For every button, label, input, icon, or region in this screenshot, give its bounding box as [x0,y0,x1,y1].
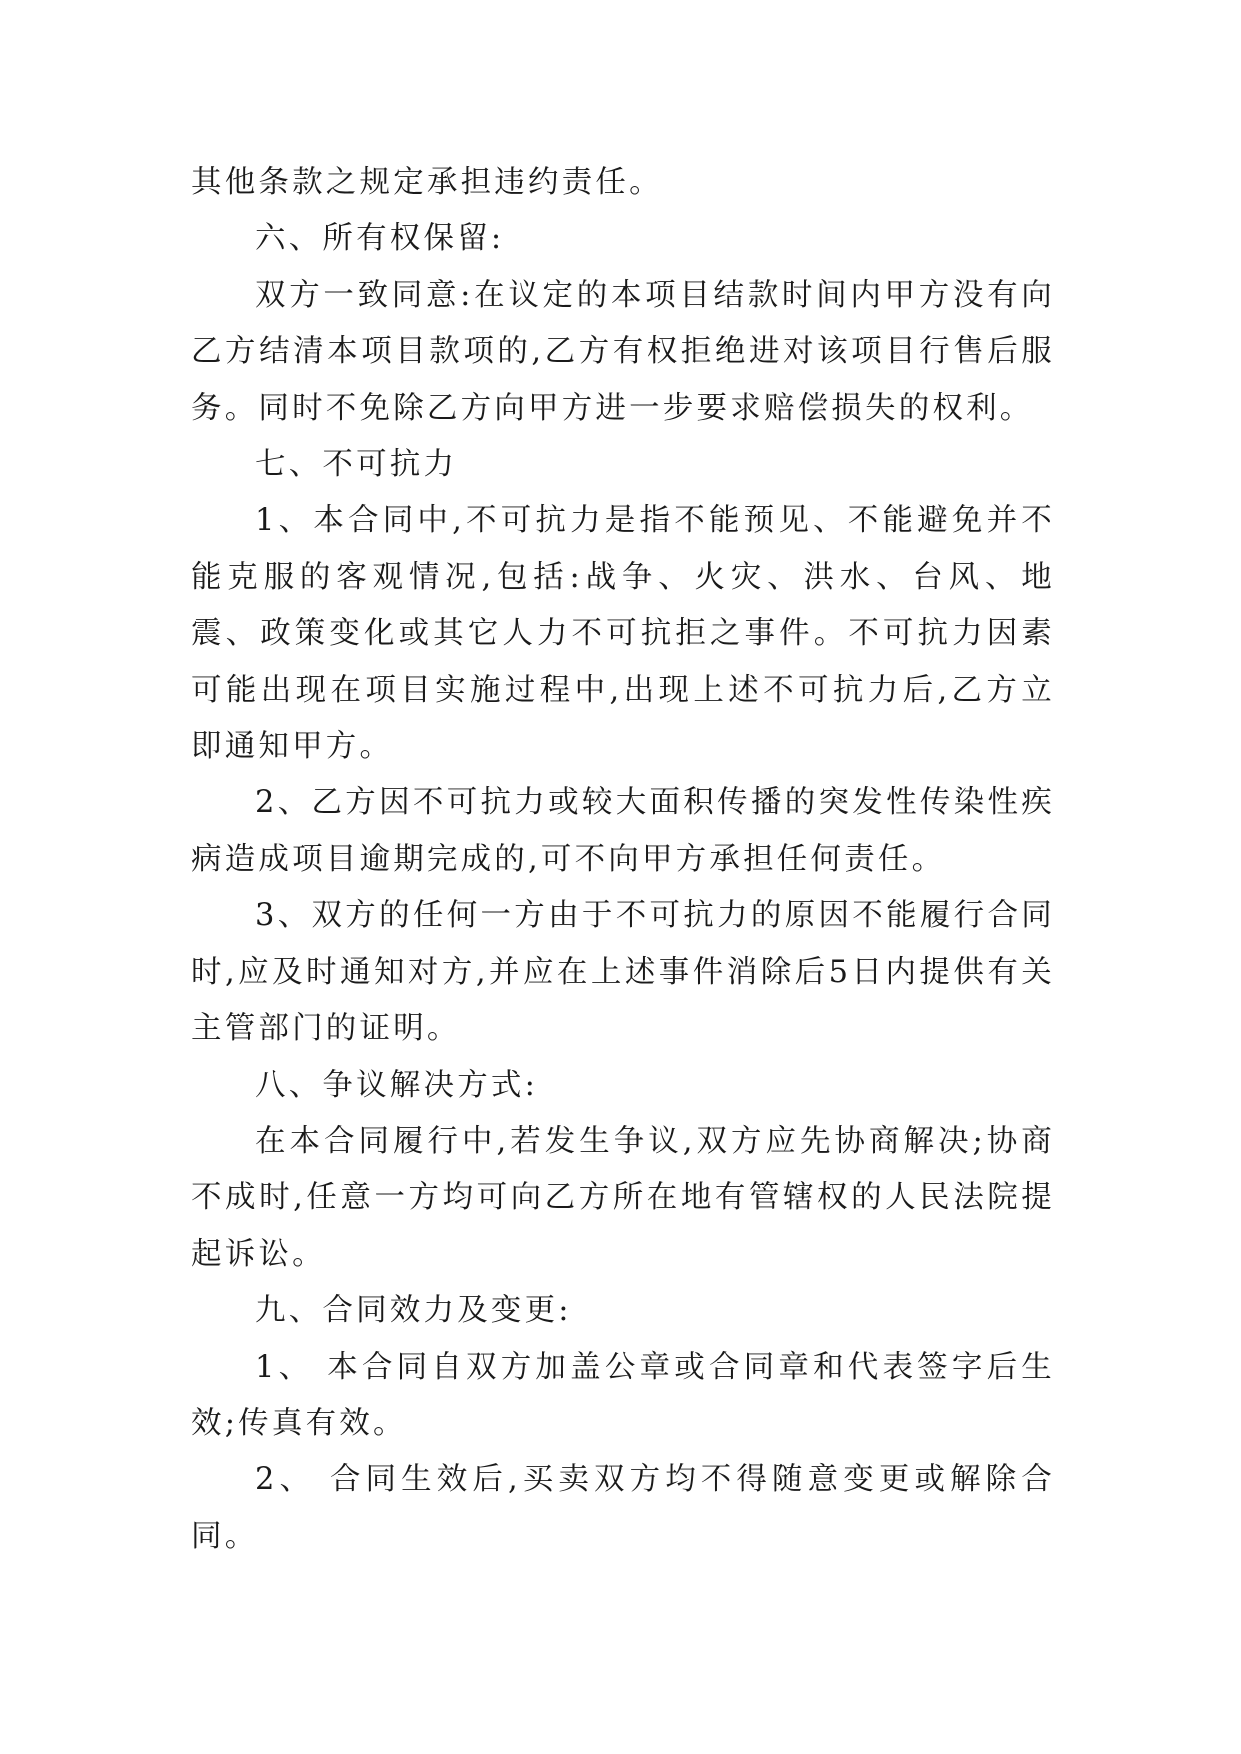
paragraph-validity-1: 1、 本合同自双方加盖公章或合同章和代表签字后生效;传真有效。 [191,1349,1055,1441]
section-heading-ownership: 六、所有权保留: [255,221,505,257]
paragraph-force-majeure-3: 3、双方的任何一方由于不可抗力的原因不能履行合同时,应及时通知对方,并应在上述事件消除后5日内提供有关主管部门的证明。 [191,898,1055,1047]
paragraph-validity-2: 2、 合同生效后,买卖双方均不得随意变更或解除合同。 [191,1462,1055,1554]
paragraph-ownership: 双方一致同意:在议定的本项目结款时间内甲方没有向乙方结清本项目款项的,乙方有权拒绝进对该项目行售后服务。同时不免除乙方向甲方进一步要求赔偿损失的权利。 [191,277,1055,426]
paragraph-continuation: 其他条款之规定承担违约责任。 [191,165,663,200]
paragraph-dispute: 在本合同履行中,若发生争议,双方应先协商解决;协商不成时,任意一方均可向乙方所在地有管辖权的人民法院提起诉讼。 [191,1123,1055,1272]
paragraph-force-majeure-2: 2、乙方因不可抗力或较大面积传播的突发性传染性疾病造成项目逾期完成的,可不向甲方承担任何责任。 [191,785,1055,877]
document-body [191,155,1055,1565]
paragraph-force-majeure-1: 1、本合同中,不可抗力是指不能预见、不能避免并不能克服的客观情况,包括:战争、火灾、洪水、台风、地震、政策变化或其它人力不可抗拒之事件。不可抗力因素可能出现在项目实施过程中,出现上述不可抗力后,乙方立即通知甲方。 [191,503,1055,765]
section-heading-force-majeure: 七、不可抗力 [255,447,458,483]
section-heading-dispute: 八、争议解决方式: [255,1067,539,1103]
section-heading-validity: 九、合同效力及变更: [255,1293,572,1329]
